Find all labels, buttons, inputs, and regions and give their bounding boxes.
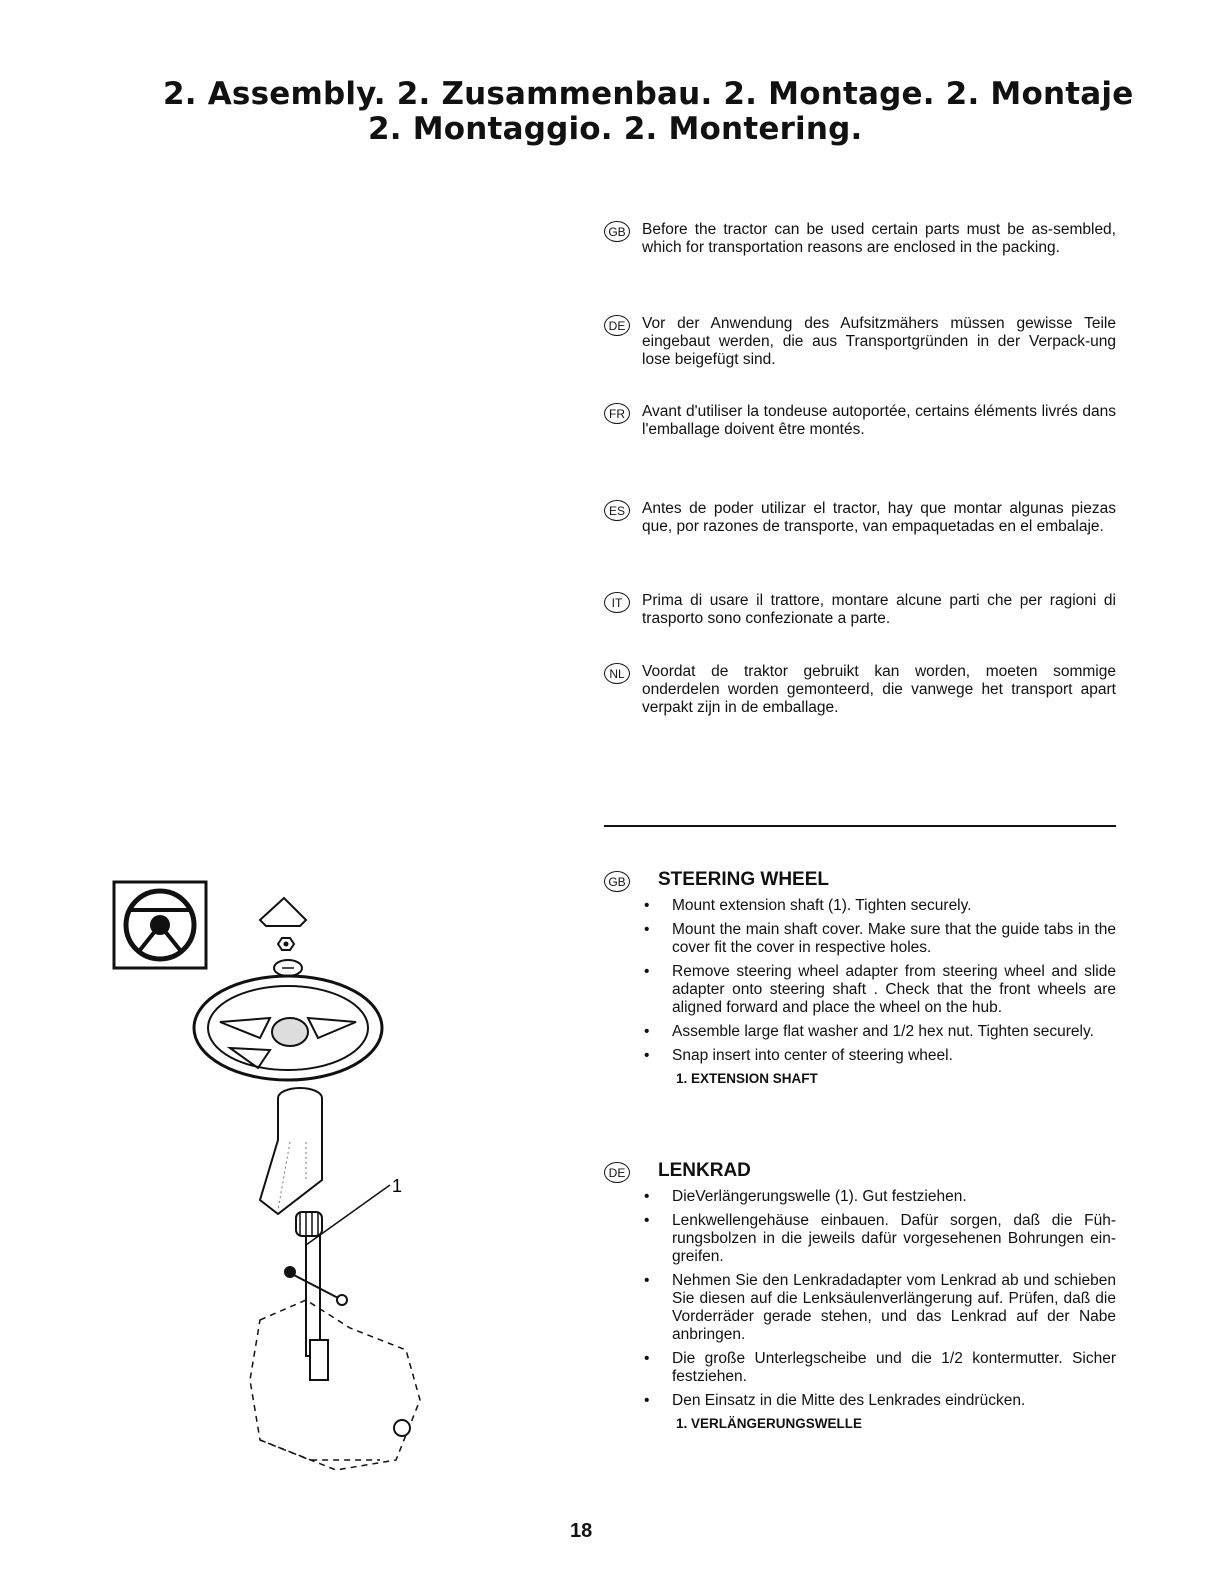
- page-subtitle: 2. Montaggio. 2. Montering.: [368, 111, 863, 147]
- hex-nut-icon: [278, 938, 294, 950]
- intro-fr-text: Avant d'utiliser la tondeuse autoportée, certains éléments livrés dans l'emballage doivent être montés.: [642, 403, 1116, 438]
- it-flag-icon: IT: [604, 592, 630, 613]
- intro-de: [604, 315, 1116, 369]
- list-item: • Nehmen Sie den Lenkradadapter vom Lenkrad ab und schieben Sie diesen auf die Lenksäulenverlängerung auf. Prüfen, daß die Vorderräder gerade stehen, und das Lenkrad auf der Nabe anbringen.: [604, 1272, 1116, 1344]
- washer-icon: [274, 960, 302, 976]
- page-title: 2. Assembly. 2. Zusammenbau. 2. Montage. 2. Montaje: [163, 76, 1134, 112]
- instruction-list: [604, 1188, 1116, 1410]
- nl-flag-icon: NL: [604, 663, 630, 684]
- list-item: • Assemble large flat washer and 1/2 hex nut. Tighten securely.: [604, 1023, 1116, 1041]
- list-item: • Die große Unterlegscheibe und die 1/2 kontermutter. Sicher festziehen.: [604, 1350, 1116, 1386]
- intro-it-text: Prima di usare il trattore, montare alcune parti che per ragioni di trasporto sono confezionate a parte.: [642, 592, 1116, 627]
- callout-number: 1: [392, 1176, 403, 1196]
- gb-flag-icon: GB: [604, 221, 630, 242]
- list-item: • Lenkwellengehäuse einbauen. Dafür sorgen, daß die Füh-rungsbolzen in die jeweils dafür vorgesehenen Bohrungen ein- greifen.: [604, 1212, 1116, 1266]
- list-item: • Den Einsatz in die Mitte des Lenkrades eindrücken.: [604, 1392, 1116, 1410]
- intro-es: [604, 500, 1116, 536]
- intro-nl: [604, 663, 1116, 717]
- fr-flag-icon: FR: [604, 403, 630, 424]
- extension-shaft-part: [284, 1236, 347, 1356]
- intro-de-text: Vor der Anwendung des Aufsitzmähers müssen gewisse Teile eingebaut werden, die aus Transportgründen in der Verpack-ung lose beigefügt sind.: [642, 315, 1116, 368]
- intro-it: [604, 592, 1116, 628]
- shaft-cover-part: [260, 1088, 322, 1214]
- list-item: • Mount extension shaft (1). Tighten securely.: [604, 897, 1116, 915]
- de-flag-icon: DE: [604, 1162, 630, 1183]
- intro-nl-text: Voordat de traktor gebruikt kan worden, moeten sommige onderdelen worden gemonteerd, die vanwege het transport apart verpakt zijn in de emballage.: [642, 663, 1116, 716]
- steering-section-de: [604, 1160, 1116, 1431]
- steering-section-gb: [604, 869, 1116, 1086]
- page-number: 18: [570, 1520, 593, 1542]
- section-heading: LENKRAD: [658, 1160, 751, 1181]
- figure-legend: 1. VERLÄNGERUNGSWELLE: [676, 1416, 863, 1431]
- steering-wheel-part: [194, 976, 382, 1080]
- instruction-list: [604, 897, 1116, 1065]
- section-heading: STEERING WHEEL: [658, 869, 830, 890]
- list-item: • Mount the main shaft cover. Make sure that the guide tabs in the cover fit the cover in respective holes.: [604, 921, 1116, 957]
- de-flag-icon: DE: [604, 315, 630, 336]
- chassis-outline: [250, 1300, 420, 1470]
- insert-cap-icon: [260, 898, 306, 926]
- figure-legend: 1. EXTENSION SHAFT: [676, 1071, 818, 1086]
- intro-fr: [604, 403, 1116, 439]
- steering-column-part: [310, 1340, 410, 1436]
- list-item: • Remove steering wheel adapter from steering wheel and slide adapter onto steering shaft . Check that the front wheels are aligned forward and place the wheel on the hub.: [604, 963, 1116, 1017]
- es-flag-icon: ES: [604, 500, 630, 521]
- intro-gb: [604, 221, 1116, 257]
- steering-wheel-icon: [114, 882, 206, 968]
- list-item: • DieVerlängerungswelle (1). Gut festziehen.: [604, 1188, 1116, 1206]
- intro-gb-text: Before the tractor can be used certain parts must be as-sembled, which for transportation reasons are enclosed in the packing.: [642, 221, 1116, 256]
- section-divider: [604, 825, 1116, 827]
- steering-assembly-diagram: [110, 880, 450, 1480]
- gb-flag-icon: GB: [604, 871, 630, 892]
- intro-es-text: Antes de poder utilizar el tractor, hay que montar algunas piezas que, por razones de transporte, van empaquetadas en el embalaje.: [642, 500, 1116, 535]
- list-item: • Snap insert into center of steering wheel.: [604, 1047, 1116, 1065]
- adapter-part: [296, 1212, 322, 1236]
